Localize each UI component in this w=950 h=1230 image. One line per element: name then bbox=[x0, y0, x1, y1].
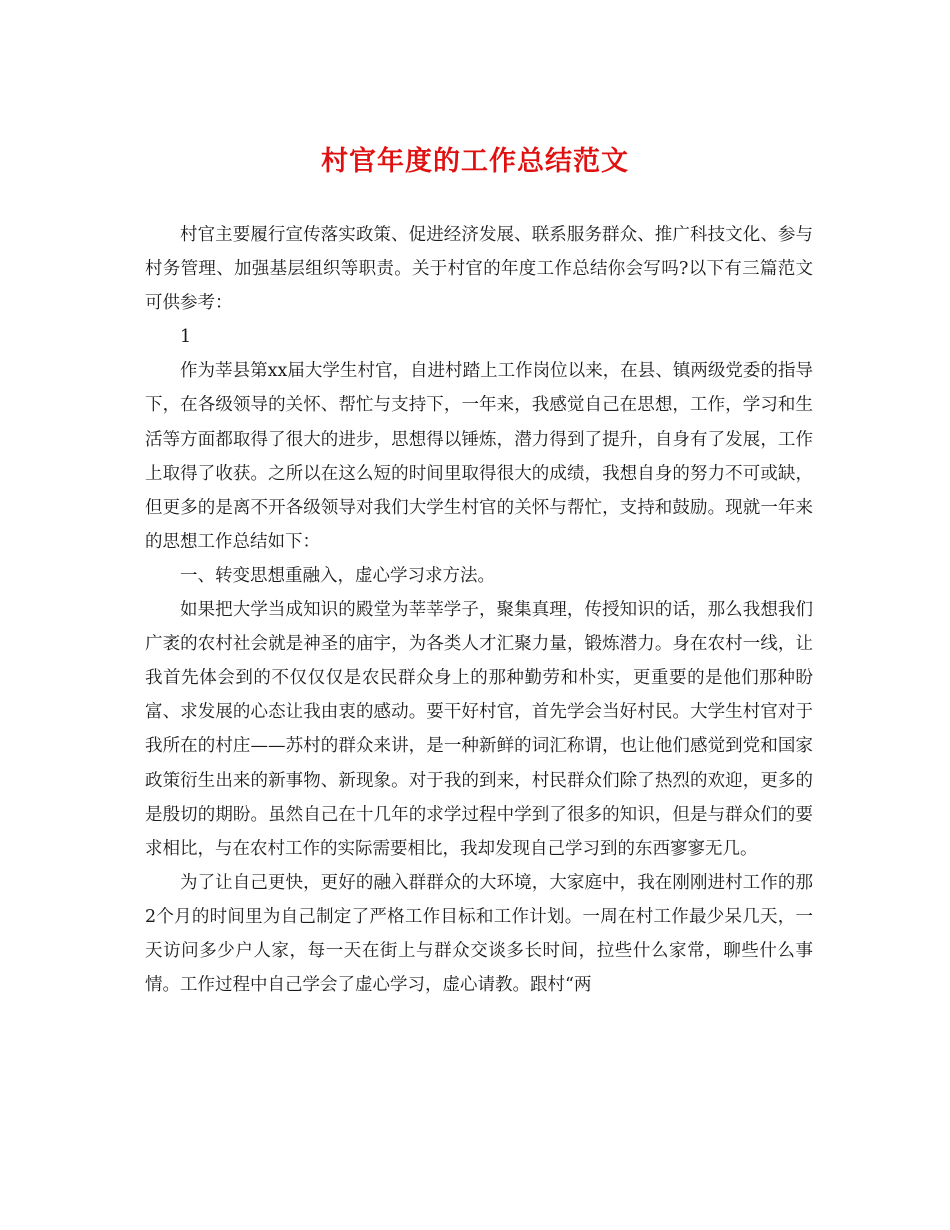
paragraph: 为了让自己更快，更好的融入群群众的大环境，大家庭中，我在刚刚进村工作的那2个月的时间里为自己制定了严格工作目标和工作计划。一周在村工作最少呆几天，一天访问多少户人家，每一天在街上与群众交谈多长时间，拉些什么家常，聊些什么事情。工作过程中自己学会了虚心学习，虚心请教。跟村“两 bbox=[145, 872, 813, 996]
paragraph: 如果把大学当成知识的殿堂为莘莘学子，聚集真理，传授知识的话，那么我想我们广袤的农村社会就是神圣的庙宇，为各类人才汇聚力量，锻炼潜力。身在农村一线，让我首先体会到的不仅仅仅是农民群众身上的那种勤劳和朴实，更重要的是他们那种盼富、求发展的心态让我由衷的感动。要干好村官，首先学会当好村民。大学生村官对于我所在的村庄——苏村的群众来讲，是一种新鲜的词汇称谓，也让他们感觉到党和国家政策衍生出来的新事物、新现象。对于我的到来，村民群众们除了热烈的欢迎，更多的是殷切的期盼。虽然自己在十几年的求学过程中学到了很多的知识，但是与群众们的要求相比，与在农村工作的实际需要相比，我却发现自己学习到的东西寥寥无几。 bbox=[145, 600, 813, 859]
paragraph-intro: 村官主要履行宣传落实政策、促进经济发展、联系服务群众、推广科技文化、参与村务管理、加强基层组织等职责。关于村官的年度工作总结你会写吗?以下有三篇范文可供参考： bbox=[145, 225, 813, 314]
document-body bbox=[145, 218, 813, 1002]
paragraph-heading: 一、转变思想重融入，虚心学习求方法。 bbox=[180, 565, 495, 586]
document-title: 村官年度的工作总结范文 bbox=[321, 146, 629, 177]
paragraph-section-number: 1 bbox=[180, 327, 192, 348]
paragraph: 作为莘县第xx届大学生村官，自进村踏上工作岗位以来，在县、镇两级党委的指导下，在各级领导的关怀、帮忙与支持下，一年来，我感觉自己在思想，工作，学习和生活等方面都取得了很大的进步，思想得以锤炼，潜力得到了提升，自身有了发展，工作上取得了收获。之所以在这么短的时间里取得很大的成绩，我想自身的努力不可或缺，但更多的是离不开各级领导对我们大学生村官的关怀与帮忙，支持和鼓励。现就一年来的思想工作总结如下： bbox=[145, 361, 813, 552]
